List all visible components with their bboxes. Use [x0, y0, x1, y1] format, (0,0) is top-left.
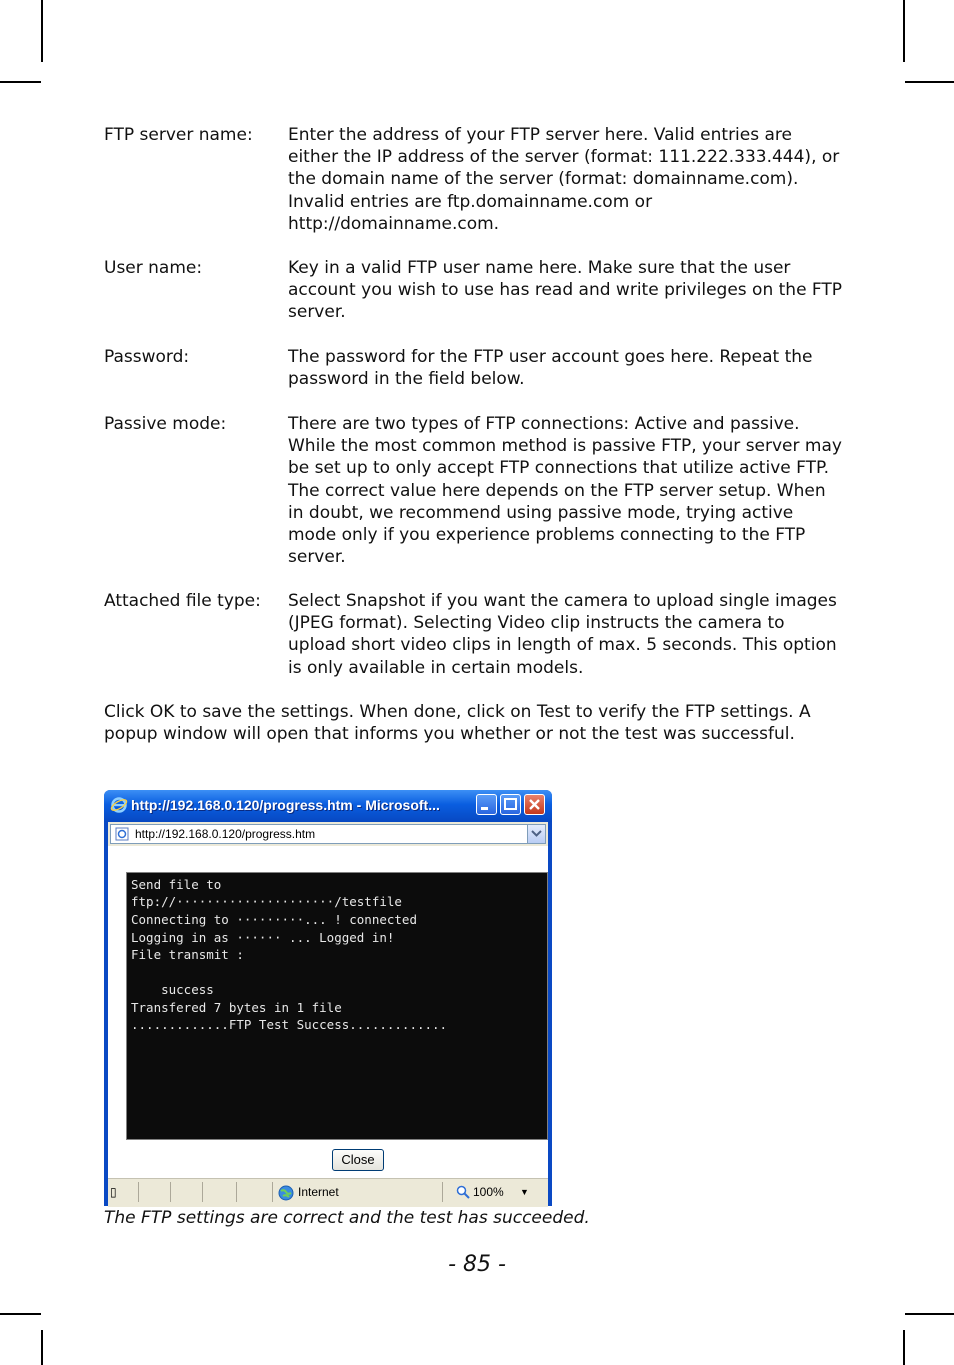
- address-input[interactable]: [110, 824, 546, 844]
- console-line: .............FTP Test Success.............: [131, 1017, 448, 1032]
- crop-mark: [41, 0, 43, 62]
- status-divider: [442, 1182, 443, 1202]
- page-icon: [115, 827, 129, 841]
- console-line: success: [131, 982, 214, 997]
- console-line: ftp://·····················/testfile: [131, 894, 402, 909]
- term-label: Password:: [104, 347, 190, 367]
- address-bar: [108, 822, 548, 846]
- chevron-down-icon: [528, 825, 545, 842]
- page-content: [108, 846, 548, 1178]
- console-line: Logging in as ······ ... Logged in!: [131, 930, 395, 945]
- status-bar: [108, 1178, 548, 1207]
- term-label: FTP server name:: [104, 125, 253, 145]
- term-description: Enter the address of your FTP server here. Valid entries are either the IP address of the server (format: 111.222.333.444), or the domain name of the server (format: domainname.com). Invalid entries are ftp.domainname.com or http://domainname.com.: [288, 125, 840, 234]
- zoom-icon: [456, 1185, 470, 1199]
- window-titlebar: [104, 790, 552, 822]
- zoom-dropdown-icon[interactable]: ▼: [520, 1187, 529, 1197]
- window-title: http://192.168.0.120/progress.htm - Microsoft...: [131, 797, 440, 813]
- crop-mark: [903, 0, 905, 62]
- window-close-button[interactable]: [524, 794, 545, 815]
- minimize-icon: [477, 795, 496, 814]
- status-divider: [202, 1182, 203, 1202]
- zoom-level[interactable]: 100%: [473, 1185, 504, 1199]
- crop-mark: [905, 1313, 954, 1315]
- console-line: File transmit :: [131, 947, 244, 962]
- term-label: Passive mode:: [104, 414, 227, 434]
- close-button[interactable]: Close: [332, 1149, 384, 1171]
- status-divider: [170, 1182, 171, 1202]
- window-client-area: [108, 822, 548, 1206]
- term-description: The password for the FTP user account goes here. Repeat the password in the field below.: [288, 347, 813, 390]
- page-number: - 85 -: [448, 1252, 506, 1277]
- status-divider: [138, 1182, 139, 1202]
- console-line: Connecting to ·········... ! connected: [131, 912, 417, 927]
- ftp-test-console: [126, 872, 548, 1140]
- minimize-button[interactable]: [476, 794, 497, 815]
- maximize-button[interactable]: [500, 794, 521, 815]
- instruction-paragraph: Click OK to save the settings. When done, click on Test to verify the FTP settings. A popup window will open that informs you whether or not the test was successful.: [104, 702, 811, 745]
- ie-popup-window: [104, 790, 552, 1206]
- term-description: There are two types of FTP connections: Active and passive. While the most common method is passive FTP, your server may be set up to only accept FTP connections that utilize active FTP. The correct value here depends on the FTP server setup. When in doubt, we recommend using passive mode, trying active mode only if you experience problems connecting to the FTP server.: [288, 414, 842, 568]
- status-divider: [272, 1182, 273, 1202]
- term-description: Select Snapshot if you want the camera to upload single images (JPEG format). Selecting Video clip instructs the camera to upload short video clips in length of max. 5 seconds. This option is only available in certain models.: [288, 591, 837, 678]
- crop-mark: [0, 81, 41, 83]
- term-label: Attached file type:: [104, 591, 261, 611]
- status-page-icon: ▯: [110, 1185, 117, 1199]
- crop-mark: [0, 1313, 41, 1315]
- console-line: Transfered 7 bytes in 1 file: [131, 1000, 342, 1015]
- term-description: Key in a valid FTP user name here. Make sure that the user account you wish to use has read and write privileges on the FTP server.: [288, 258, 843, 323]
- crop-mark: [903, 1330, 905, 1365]
- crop-mark: [905, 81, 954, 83]
- maximize-icon: [501, 795, 520, 814]
- address-dropdown-button[interactable]: [527, 825, 545, 843]
- close-icon: [525, 795, 544, 814]
- crop-mark: [41, 1330, 43, 1365]
- internet-explorer-icon: [110, 796, 128, 814]
- status-zone: Internet: [298, 1185, 339, 1199]
- internet-zone-icon: [278, 1185, 294, 1201]
- figure-caption: The FTP settings are correct and the test has succeeded.: [104, 1208, 590, 1228]
- term-label: User name:: [104, 258, 203, 278]
- status-divider: [236, 1182, 237, 1202]
- address-text: http://192.168.0.120/progress.htm: [135, 827, 316, 841]
- console-line: Send file to: [131, 877, 222, 892]
